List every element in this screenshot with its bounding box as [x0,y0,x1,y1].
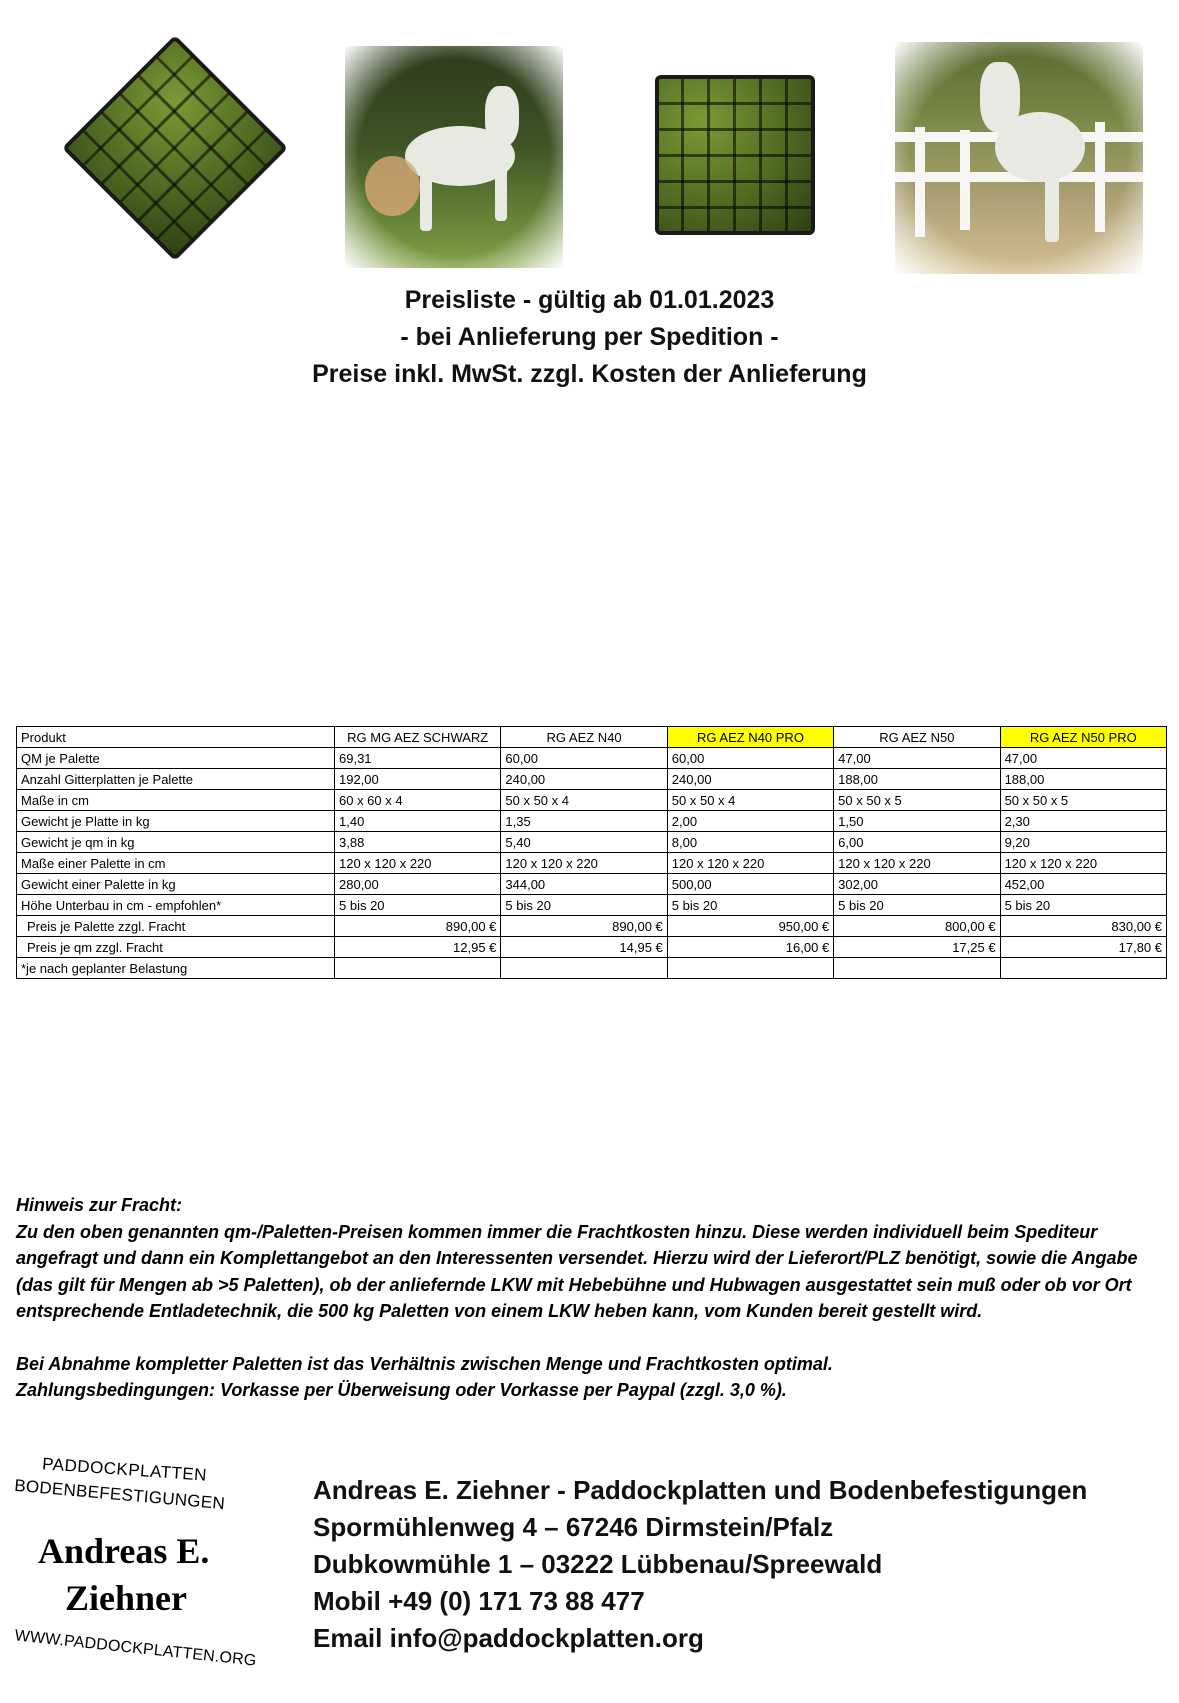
table-cell: 47,00 [834,748,1000,769]
notes-paragraph-2: Bei Abnahme kompletter Paletten ist das Verhältnis zwischen Menge und Frachtkosten optimal. [16,1353,833,1374]
table-cell: 8,00 [667,832,833,853]
header-cell-rg-aez-n50: RG AEZ N50 [834,727,1000,748]
contact-company: Andreas E. Ziehner - Paddockplatten und Bodenbefestigungen [313,1475,1088,1505]
company-logo [10,1452,272,1692]
notes-paragraph-3: Zahlungsbedingungen: Vorkasse per Überweisung oder Vorkasse per Paypal (zzgl. 3,0 %). [16,1380,787,1400]
table-cell: 500,00 [667,874,833,895]
table-cell: 344,00 [501,874,667,895]
price-cell: 800,00 € [834,916,1000,937]
price-row-qm [17,937,1167,958]
table-row [17,748,1167,769]
row-label: Preis je qm zzgl. Fracht [17,937,335,958]
table-cell: 280,00 [335,874,501,895]
table-cell: 1,40 [335,811,501,832]
row-label: Maße einer Palette in cm [17,853,335,874]
table-cell: 47,00 [1000,748,1166,769]
price-cell: 14,95 € [501,937,667,958]
table-row [17,853,1167,874]
table-cell: 5 bis 20 [501,895,667,916]
logo-text-paddockplatten: PADDOCKPLATTEN [41,1454,208,1485]
table-cell: 3,88 [335,832,501,853]
empty-cell [501,958,667,979]
grid-tile-square-image [655,75,815,235]
header-cell-rg-aez-n40: RG AEZ N40 [501,727,667,748]
notes-paragraph-1: Zu den oben genannten qm-/Paletten-Preisen kommen immer die Frachtkosten hinzu. Diese werden individuell beim Spediteur angefragt und dann ein Komplettangebot an den Interessenten versendet. Hierzu wird der Lieferort/PLZ benötigt, sowie die Angabe (das gilt für Mengen ab >5 Paletten), ob der anliefernde LKW mit Hebebühne und Hubwagen ausgestattet sein muß oder ob vor Ort entsprechende Entladetechnik, die 500 kg Paletten von einem LKW heben kann, vom Kunden bereit gestellt wird. [16,1221,1138,1321]
table-cell: 5,40 [501,832,667,853]
price-cell: 12,95 € [335,937,501,958]
price-cell: 890,00 € [335,916,501,937]
table-cell: 120 x 120 x 220 [501,853,667,874]
contact-block [313,1472,1163,1657]
logo-name-first: Andreas E. [38,1531,210,1571]
row-label: Gewicht je qm in kg [17,832,335,853]
table-cell: 120 x 120 x 220 [1000,853,1166,874]
row-label: QM je Palette [17,748,335,769]
table-row [17,769,1167,790]
table-cell: 452,00 [1000,874,1166,895]
title-line-3: Preise inkl. MwSt. zzgl. Kosten der Anlieferung [312,360,867,388]
header-cell-rg-mg-aez-schwarz: RG MG AEZ SCHWARZ [335,727,501,748]
contact-address-1: Spormühlenweg 4 – 67246 Dirmstein/Pfalz [313,1512,834,1542]
table-row [17,895,1167,916]
row-label: Preis je Palette zzgl. Fracht [17,916,335,937]
table-cell: 69,31 [335,748,501,769]
empty-cell [667,958,833,979]
price-cell: 890,00 € [501,916,667,937]
table-cell: 5 bis 20 [1000,895,1166,916]
header-cell-rg-aez-n40-pro: RG AEZ N40 PRO [667,727,833,748]
table-cell: 50 x 50 x 5 [1000,790,1166,811]
table-row [17,832,1167,853]
header-cell-product: Produkt [17,727,335,748]
header-cell-rg-aez-n50-pro: RG AEZ N50 PRO [1000,727,1166,748]
table-cell: 50 x 50 x 4 [501,790,667,811]
notes-heading: Hinweis zur Fracht: [16,1195,183,1215]
table-cell: 2,30 [1000,811,1166,832]
table-row [17,811,1167,832]
empty-cell [1000,958,1166,979]
horse-photo-fence [895,42,1143,274]
row-label: Höhe Unterbau in cm - empfohlen* [17,895,335,916]
table-cell: 240,00 [501,769,667,790]
row-label: Gewicht einer Palette in kg [17,874,335,895]
row-label: Anzahl Gitterplatten je Palette [17,769,335,790]
table-cell: 6,00 [834,832,1000,853]
table-row [17,874,1167,895]
table-cell: 5 bis 20 [335,895,501,916]
logo-url: WWW.PADDOCKPLATTEN.ORG [13,1627,258,1670]
table-cell: 192,00 [335,769,501,790]
row-label: Maße in cm [17,790,335,811]
row-label: Gewicht je Platte in kg [17,811,335,832]
table-cell: 240,00 [667,769,833,790]
table-cell: 9,20 [1000,832,1166,853]
table-cell: 188,00 [1000,769,1166,790]
logo-name-last: Ziehner [65,1578,187,1618]
contact-phone: Mobil +49 (0) 171 73 88 477 [313,1586,645,1616]
freight-notes [16,1192,1166,1404]
grid-tile-diamond-image [62,35,288,261]
table-cell: 5 bis 20 [834,895,1000,916]
title-line-2: - bei Anlieferung per Spedition - [400,323,779,351]
empty-cell [335,958,501,979]
footnote-row [17,958,1167,979]
table-cell: 188,00 [834,769,1000,790]
table-cell: 120 x 120 x 220 [667,853,833,874]
table-cell: 2,00 [667,811,833,832]
table-header-row [17,727,1167,748]
table-cell: 50 x 50 x 4 [667,790,833,811]
table-footnote: *je nach geplanter Belastung [17,958,335,979]
table-cell: 1,35 [501,811,667,832]
table-cell: 120 x 120 x 220 [834,853,1000,874]
empty-cell [834,958,1000,979]
horse-photo-meadow [345,46,563,268]
table-cell: 302,00 [834,874,1000,895]
price-cell: 950,00 € [667,916,833,937]
table-cell: 120 x 120 x 220 [335,853,501,874]
table-cell: 60,00 [667,748,833,769]
table-cell: 50 x 50 x 5 [834,790,1000,811]
table-cell: 5 bis 20 [667,895,833,916]
table-cell: 60,00 [501,748,667,769]
price-cell: 17,25 € [834,937,1000,958]
price-row-palette [17,916,1167,937]
price-cell: 830,00 € [1000,916,1166,937]
price-table [16,726,1167,979]
contact-email: Email info@paddockplatten.org [313,1623,704,1653]
table-row [17,790,1167,811]
table-cell: 60 x 60 x 4 [335,790,501,811]
price-cell: 16,00 € [667,937,833,958]
contact-address-2: Dubkowmühle 1 – 03222 Lübbenau/Spreewald [313,1549,883,1579]
price-cell: 17,80 € [1000,937,1166,958]
title-line-1: Preisliste - gültig ab 01.01.2023 [404,286,775,314]
table-cell: 1,50 [834,811,1000,832]
page-title [0,282,1179,393]
logo-text-bodenbefestigungen: BODENBEFESTIGUNGEN [13,1475,226,1514]
